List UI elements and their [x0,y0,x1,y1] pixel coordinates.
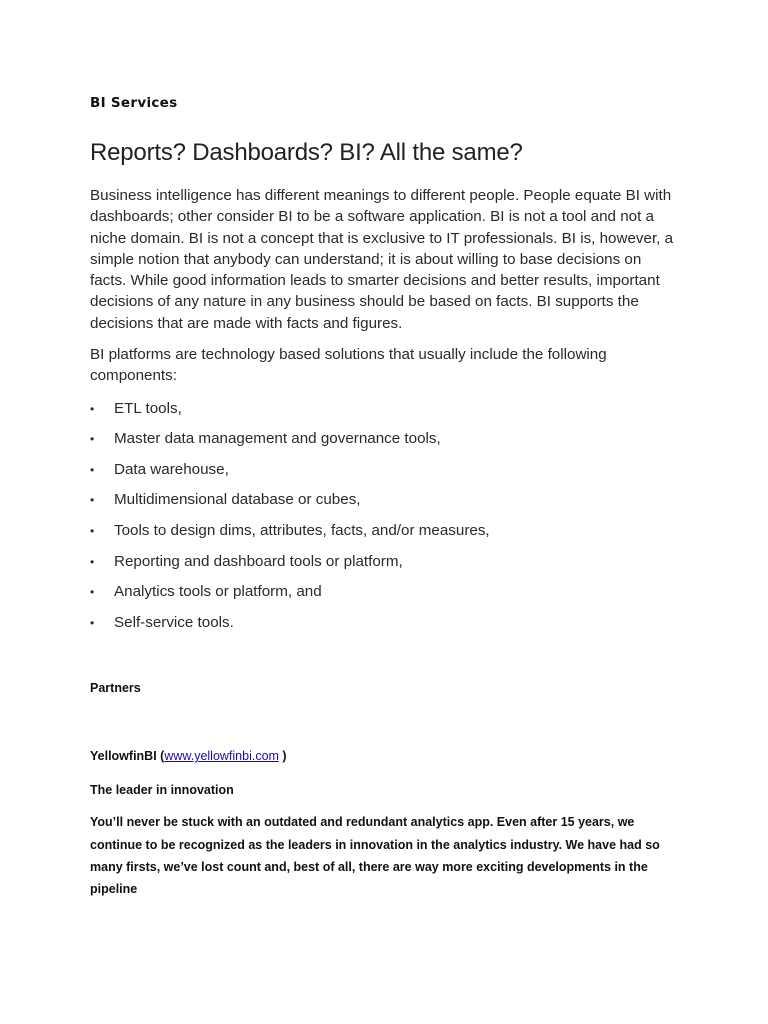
components-list [90,399,680,644]
list-item-text: Multidimensional database or cubes, [114,491,361,509]
bullet-icon: • [90,524,95,539]
bullet-icon: • [90,432,95,447]
list-item-text: Data warehouse, [114,460,229,478]
partner-tagline: The leader in innovation [90,783,234,798]
list-item [90,399,680,430]
partner-website-link[interactable]: www.yellowfinbi.com [164,749,279,764]
list-item [90,429,680,460]
partner-name: YellowfinBI [90,749,157,764]
partner-title [90,748,680,764]
bullet-icon: • [90,493,95,508]
list-item [90,460,680,491]
partners-heading: Partners [90,681,141,696]
bullet-icon: • [90,401,95,416]
list-item-text: ETL tools, [114,399,182,417]
list-item-text: Master data management and governance tools, [114,430,441,448]
section-label: BI Services [90,95,178,111]
list-item-text: Self-service tools. [114,613,234,631]
list-item-text: Analytics tools or platform, and [114,583,322,601]
partner-open-paren: ( [156,749,165,764]
bullet-icon: • [90,462,95,477]
bullet-icon: • [90,585,95,600]
partner-close-paren: ) [278,749,287,764]
document-body [90,94,680,901]
list-item-text: Reporting and dashboard tools or platform, [114,552,403,570]
list-item [90,582,680,613]
list-item [90,521,680,552]
page-heading: Reports? Dashboards? BI? All the same? [90,139,523,166]
list-item [90,490,680,521]
list-item [90,613,680,644]
partner-description: You’ll never be stuck with an outdated and redundant analytics app. Even after 15 years, we continue to be recognized as the leaders in innovation in the analytics industry. We have had so many firsts, we’ve lost count and, best of all, there are way more exciting developments in the pipeline [90,815,660,897]
list-item [90,552,680,583]
bullet-icon: • [90,554,95,569]
components-intro-paragraph: BI platforms are technology based solutions that usually include the following components: [90,346,607,385]
intro-paragraph: Business intelligence has different meanings to different people. People equate BI with dashboards; other consider BI to be a software application. BI is not a tool and not a niche domain. BI is not a concept that is exclusive to IT professionals. BI is, however, a simple notion that anybody can understand; it is about willing to base decisions on facts. While good information leads to smarter decisions and better results, important decisions of any nature in any business should be based on facts. BI supports the decisions that are made with facts and figures. [90,187,674,332]
bullet-icon: • [90,615,95,630]
list-item-text: Tools to design dims, attributes, facts, and/or measures, [114,522,490,540]
